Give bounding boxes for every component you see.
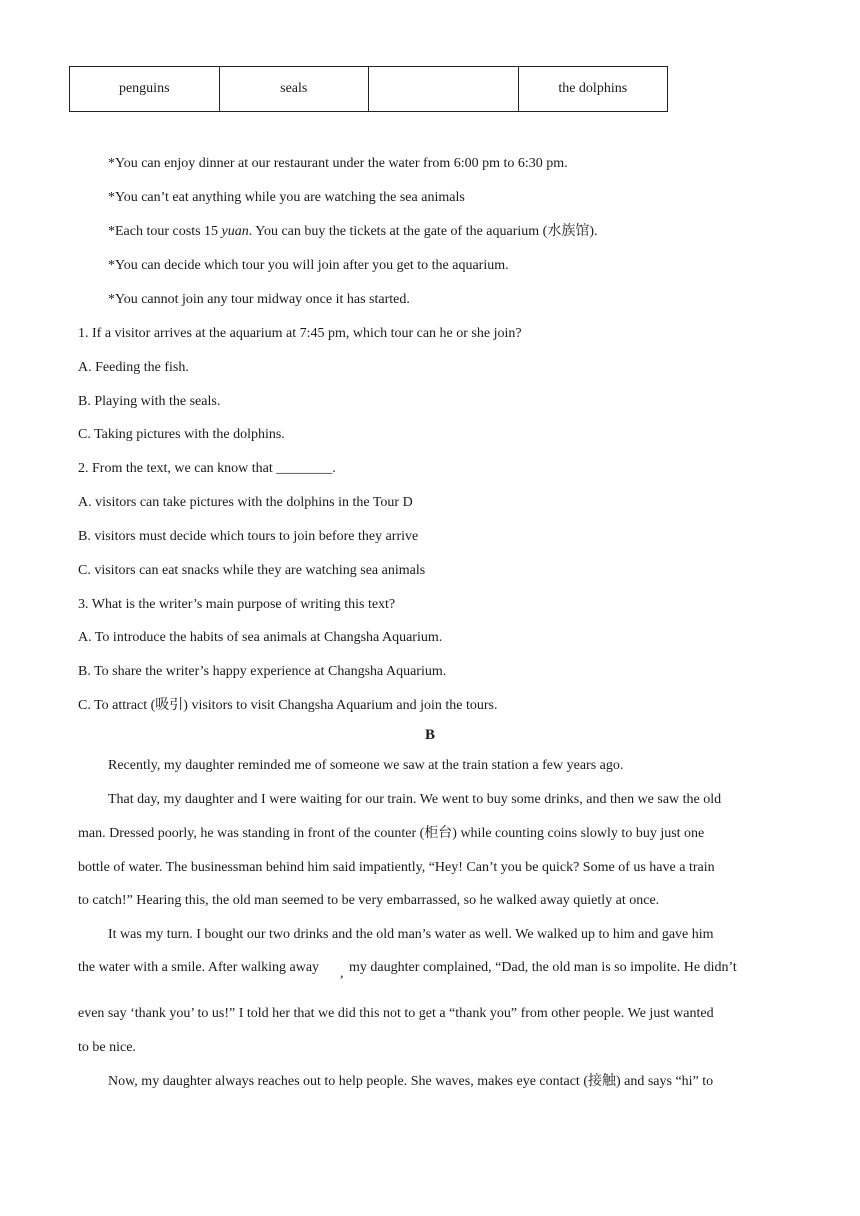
passage-line: even say ‘thank you’ to us!” I told her that we did this not to get a “thank you” from other people. We just wanted — [78, 1006, 714, 1021]
section-b-heading: B — [424, 727, 435, 743]
passage-line: the water with a smile. After walking away — [78, 960, 320, 975]
question-1-option-b: B. Playing with the seals. — [78, 394, 221, 409]
note-tour-cost — [108, 223, 598, 241]
question-2-option-b: B. visitors must decide which tours to join before they arrive — [78, 529, 419, 544]
table-cell: the dolphins — [518, 67, 668, 112]
passage-line: to be nice. — [78, 1040, 136, 1055]
note-dinner: *You can enjoy dinner at our restaurant under the water from 6:00 pm to 6:30 pm. — [108, 156, 568, 171]
question-1-option-c: C. Taking pictures with the dolphins. — [78, 427, 285, 442]
question-3-option-b: B. To share the writer’s happy experience at Changsha Aquarium. — [78, 664, 447, 679]
passage-line: It was my turn. I bought our two drinks and the old man’s water as well. We walked up to him and gave him — [108, 927, 714, 942]
passage-line: my daughter complained, “Dad, the old man is so impolite. He didn’t — [349, 960, 737, 975]
note-currency: yuan — [221, 224, 249, 239]
question-2-stem: 2. From the text, we can know that ________. — [78, 461, 336, 476]
note-no-eating: *You can’t eat anything while you are watching the sea animals — [108, 190, 465, 205]
passage-line: bottle of water. The businessman behind him said impatiently, “Hey! Can’t you be quick? Some of us have a train — [78, 860, 715, 875]
table-cell: seals — [219, 67, 369, 112]
note-text: *Each tour costs 15 — [108, 224, 222, 239]
table-cell — [369, 67, 519, 112]
passage-line: Now, my daughter always reaches out to help people. She waves, makes eye contact (接触) and says “hi” to — [108, 1074, 714, 1089]
passage-line: Recently, my daughter reminded me of someone we saw at the train station a few years ago. — [108, 758, 624, 773]
question-2-option-c: C. visitors can eat snacks while they are watching sea animals — [78, 563, 426, 578]
table-row — [70, 67, 668, 112]
question-3-option-a: A. To introduce the habits of sea animals at Changsha Aquarium. — [78, 630, 443, 645]
note-midway: *You cannot join any tour midway once it has started. — [108, 292, 410, 307]
passage-line: That day, my daughter and I were waiting for our train. We went to buy some drinks, and then we saw the old — [108, 792, 722, 807]
note-decide: *You can decide which tour you will join after you get to the aquarium. — [108, 258, 509, 273]
note-text: . You can buy the tickets at the gate of the aquarium (水族馆). — [248, 224, 598, 239]
question-1-stem: 1. If a visitor arrives at the aquarium at 7:45 pm, which tour can he or she join? — [78, 326, 522, 341]
passage-line: man. Dressed poorly, he was standing in front of the counter (柜台) while counting coins slowly to buy just one — [78, 826, 705, 841]
tours-table — [69, 66, 668, 112]
question-2-option-a: A. visitors can take pictures with the dolphins in the Tour D — [78, 495, 413, 510]
question-3-stem: 3. What is the writer’s main purpose of writing this text? — [78, 597, 396, 612]
question-3-option-c: C. To attract (吸引) visitors to visit Changsha Aquarium and join the tours. — [78, 698, 498, 713]
passage-comma: , — [340, 966, 344, 981]
question-1-option-a: A. Feeding the fish. — [78, 360, 189, 375]
passage-line: to catch!” Hearing this, the old man seemed to be very embarrassed, so he walked away quietly at once. — [78, 893, 660, 908]
table-cell: penguins — [70, 67, 220, 112]
